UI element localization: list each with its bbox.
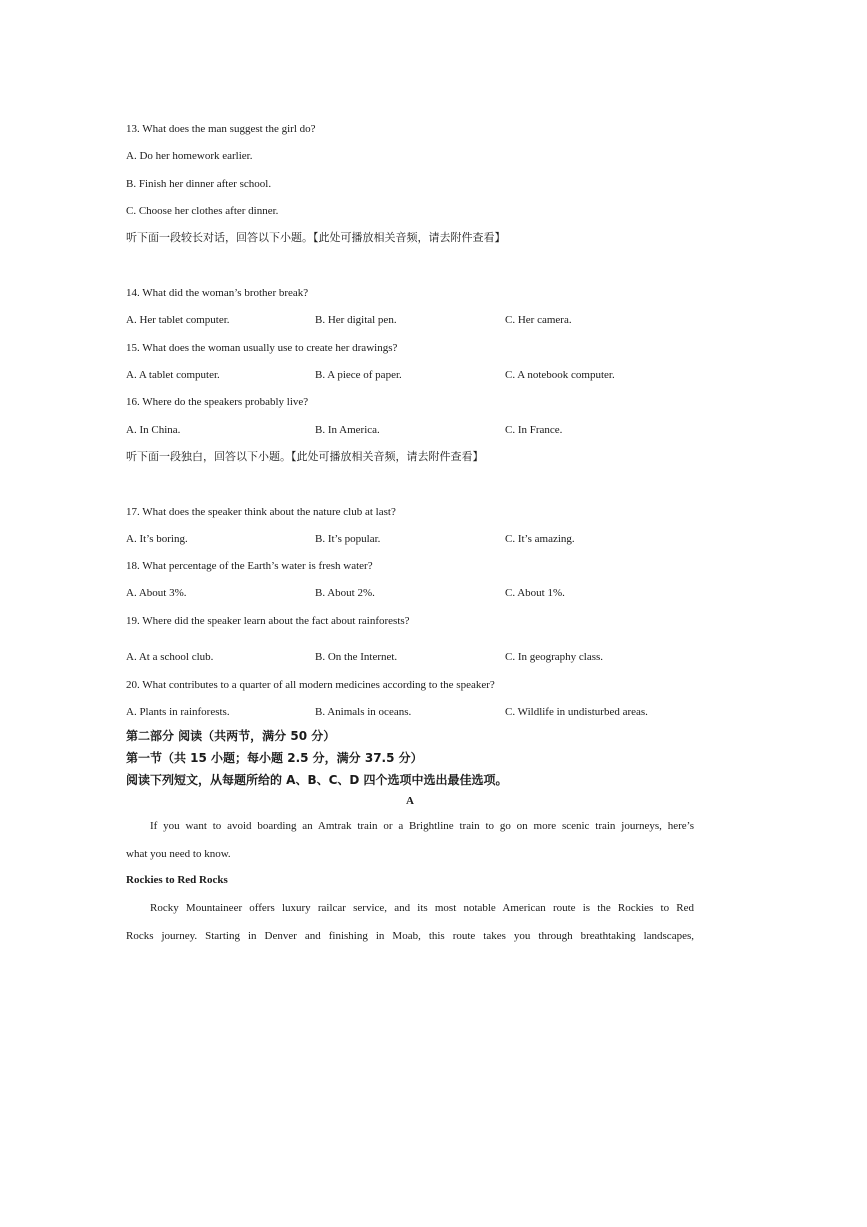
question-15: 15. What does the woman usually use to create her drawings? <box>126 342 398 354</box>
q17-option-b: B. It’s popular. <box>315 533 381 545</box>
part2-heading: 第二部分 阅读（共两节，满分 50 分） <box>126 729 336 743</box>
q19-option-c: C. In geography class. <box>505 651 604 663</box>
q16-option-b: B. In America. <box>315 424 380 436</box>
q20-option-a: A. Plants in rainforests. <box>126 706 230 718</box>
part2-directions: 阅读下列短文，从每题所给的 A、B、C、D 四个选项中选出最佳选项。 <box>126 773 508 787</box>
passage-intro-line-2: what you need to know. <box>126 848 231 860</box>
question-18: 18. What percentage of the Earth’s water is fresh water? <box>126 560 373 572</box>
instruction-monologue: 听下面一段独白，回答以下小题。【此处可播放相关音频，请去附件查看】 <box>126 450 484 463</box>
passage-body-line-2: Rocks journey. Starting in Denver and finishing in Moab, this route takes you through breathtaking landscapes, <box>126 930 694 942</box>
q15-option-a: A. A tablet computer. <box>126 369 220 381</box>
question-14: 14. What did the woman’s brother break? <box>126 287 309 299</box>
passage-body-line-1: Rocky Mountaineer offers luxury railcar service, and its most notable American route is the Rockies to Red <box>150 902 694 914</box>
q13-option-b: B. Finish her dinner after school. <box>126 178 272 190</box>
q15-option-b: B. A piece of paper. <box>315 369 402 381</box>
q16-option-c: C. In France. <box>505 424 563 436</box>
q18-option-b: B. About 2%. <box>315 587 375 599</box>
q20-option-b: B. Animals in oceans. <box>315 706 412 718</box>
question-19: 19. Where did the speaker learn about the fact about rainforests? <box>126 615 410 627</box>
q17-option-a: A. It’s boring. <box>126 533 188 545</box>
q19-option-a: A. At a school club. <box>126 651 214 663</box>
question-17: 17. What does the speaker think about the nature club at last? <box>126 506 396 518</box>
q18-option-a: A. About 3%. <box>126 587 187 599</box>
q16-option-a: A. In China. <box>126 424 181 436</box>
question-20: 20. What contributes to a quarter of all modern medicines according to the speaker? <box>126 679 495 691</box>
q17-option-c: C. It’s amazing. <box>505 533 575 545</box>
passage-letter: A <box>406 795 414 807</box>
q13-option-a: A. Do her homework earlier. <box>126 150 253 162</box>
passage-intro-line-1: If you want to avoid boarding an Amtrak train or a Brightline train to go on more scenic train journeys, here’s <box>150 820 694 832</box>
q19-option-b: B. On the Internet. <box>315 651 398 663</box>
q13-option-c: C. Choose her clothes after dinner. <box>126 205 279 217</box>
q14-option-b: B. Her digital pen. <box>315 314 397 326</box>
q20-option-c: C. Wildlife in undisturbed areas. <box>505 706 648 718</box>
instruction-long-dialogue: 听下面一段较长对话，回答以下小题。【此处可播放相关音频，请去附件查看】 <box>126 231 506 244</box>
q18-option-c: C. About 1%. <box>505 587 565 599</box>
question-13: 13. What does the man suggest the girl do? <box>126 123 316 135</box>
q15-option-c: C. A notebook computer. <box>505 369 615 381</box>
passage-subheading: Rockies to Red Rocks <box>126 874 228 886</box>
q14-option-a: A. Her tablet computer. <box>126 314 230 326</box>
q14-option-c: C. Her camera. <box>505 314 572 326</box>
question-16: 16. Where do the speakers probably live? <box>126 396 309 408</box>
part2-section-heading: 第一节（共 15 小题；每小题 2.5 分，满分 37.5 分） <box>126 751 423 765</box>
